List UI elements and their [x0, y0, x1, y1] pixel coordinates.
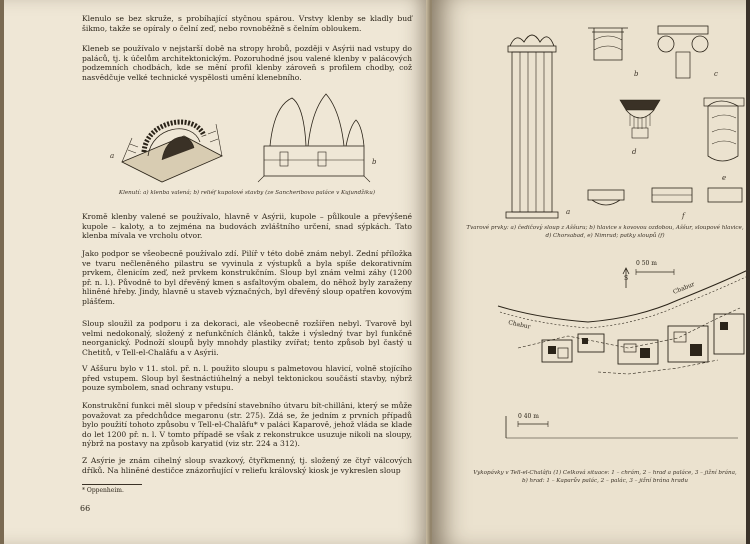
barrel-vault-drawing [122, 122, 222, 182]
paragraph-8: Z Asýrie je znám cihelný sloup svazkový, čtyřkmenný, tj. složený ze čtyř válcových dříků. Na hliněné destičce znázorňující v reliefu královský kiosk je vykreslen sloup [82, 456, 412, 475]
metal-capital-drawing [588, 28, 628, 60]
columns-caption-line1: Tvarové prvky: a) čedičový sloup z Aššuru; b) hlavice s kovovou ozdobou, Aššur, sloupové hlavice, [466, 225, 744, 231]
plan-caption-line1: Vykopávky v Tell-el-Chalâfu (1) Celková situace: 1 – chrám, 2 – hrad a paláce, 3 – jižní brána, [473, 470, 737, 476]
paragraph-5: Sloup sloužil za podporu i za dekoraci, ale všeobecně rozšířen nebyl. Tvarově byl velmi nedokonalý, složený z nefunkčních článků, takže i výsledný tvar byl funkčně neorganický. Podnoží sloupů byly mnohdy plastiky zvířat; tento způsob byl častý u Chetitů, v Tell-el-Chalâfu a v Asýrii. [82, 319, 412, 357]
columns-figure [482, 18, 750, 223]
scale-label-top: 0 50 m [636, 260, 657, 267]
figure-caption: Klenutí: a) klenba valená; b) reliéf kupolové stavby (ze Sancheribova paláce v Kujundžiku) [118, 190, 376, 196]
left-page [4, 0, 432, 544]
basalt-column-drawing [506, 35, 558, 218]
column-label-b: b [634, 70, 639, 78]
figure-label-b: b [372, 158, 377, 166]
chorsabad-capital-drawing [620, 100, 660, 138]
footnote-rule [82, 484, 142, 485]
column-label-c: c [714, 70, 718, 78]
scale-bar-top [636, 269, 674, 275]
column-label-d: d [632, 148, 637, 156]
paragraph-2: Kleneb se používalo v nejstarší době na stropy hrobů, později v Asýrii nad vstupy do paláců, tj. k účelům architektonickým. Pozoruhodné jsou valené klenby v palácových podzemních chodbách, kde se mění profil klenby zároveň s profilem chodby, což nasvědčuje velké technické vyspělosti umění klenebního. [82, 44, 412, 82]
plan-caption-line2: b) hrad: 1 – Kaparův palác, 2 – palác, 3 – jižní brána hradu [522, 478, 688, 484]
scale-label-bottom: 0 40 m [518, 413, 539, 420]
column-label-a: a [566, 208, 571, 216]
figure-label-a: a [110, 152, 115, 160]
paragraph-1: Klenulo se bez skruže, s probíhající styčnou spárou. Vrstvy klenby se kladly buď šikmo, takže se opíraly o čelní zeď, nebo rovnoběžně s čelním obloukem. [82, 14, 412, 33]
paragraph-7: Konstrukční funkci měl sloup v předsíní stavebního útvaru bít-chillâni, který se může považovat za předchůdce megaronu (str. 275). Zdá se, že jedním z prvních případů bylo použití tohoto způsobu v Tell-el-Chalâfu* v paláci Kaparově, jehož vláda se klade do let 1200 př. n. l. V tomto případě se však z rekonstrukce usuzuje nikoli na sloupy, nýbrž na postavy na způsob karyatid (viz str. 224 a 312). [82, 401, 412, 449]
site-plan-figure [478, 248, 750, 458]
right-page [432, 0, 750, 544]
column-label-e: e [722, 174, 727, 182]
nimrud-capital-drawing [704, 98, 744, 161]
river-label-left: Chabur [507, 319, 532, 331]
paragraph-3: Kromě klenby valené se používalo, hlavně v Asýrii, kupole – půlkoule a převýšené kupole – kaloty, a to zejména na budovách zvláštního určení, snad sýpkách. Tato klenba mívala ve vrcholu otvor. [82, 212, 412, 241]
column-bases-drawing [588, 188, 742, 205]
volute-capital-drawing [658, 26, 708, 78]
scale-bar-bottom [506, 416, 738, 438]
river-label-right: Chabur [672, 280, 696, 296]
paragraph-6: V Aššuru bylo v 11. stol. př. n. l. použito sloupu s palmetovou hlavicí, volně stojícího před vstupem. Sloup byl šestnáctiúhelný a nebyl tektonickou součástí stavby, nýbrž pouze symbolem, snad ochrany vstupu. [82, 364, 412, 393]
paragraph-4: Jako podpor se všeobecně používalo zdí. Pilíř v této době znám nebyl. Zední příložka ve tvaru nečleněného pilastru se vyvinula z výstupků a byla spíše dekorativním prvkem, členicím zeď, než prvkem konstrukčním. Sloup byl znám velmi záhy (1200 př. n. l.). Původně to byl dřevěný kmen s asfaltovým obalem, do něhož byly zaraženy hliněné hřeby. Jindy, hlavně u staveb význačných, byl dřevěný sloup opatřen kovovým plášťem. [82, 249, 412, 306]
vault-figure [104, 90, 394, 190]
book-edge-right [746, 0, 750, 544]
north-label: S [624, 275, 629, 282]
footnote: * Oppenheim. [82, 487, 124, 494]
river-line [498, 270, 748, 328]
dome-relief-drawing [258, 94, 370, 182]
columns-caption-line2: d) Chorsabad, e) Nimrud; patky sloupů (f) [545, 233, 665, 239]
column-label-f: f [682, 212, 685, 220]
page-number: 66 [80, 504, 91, 513]
